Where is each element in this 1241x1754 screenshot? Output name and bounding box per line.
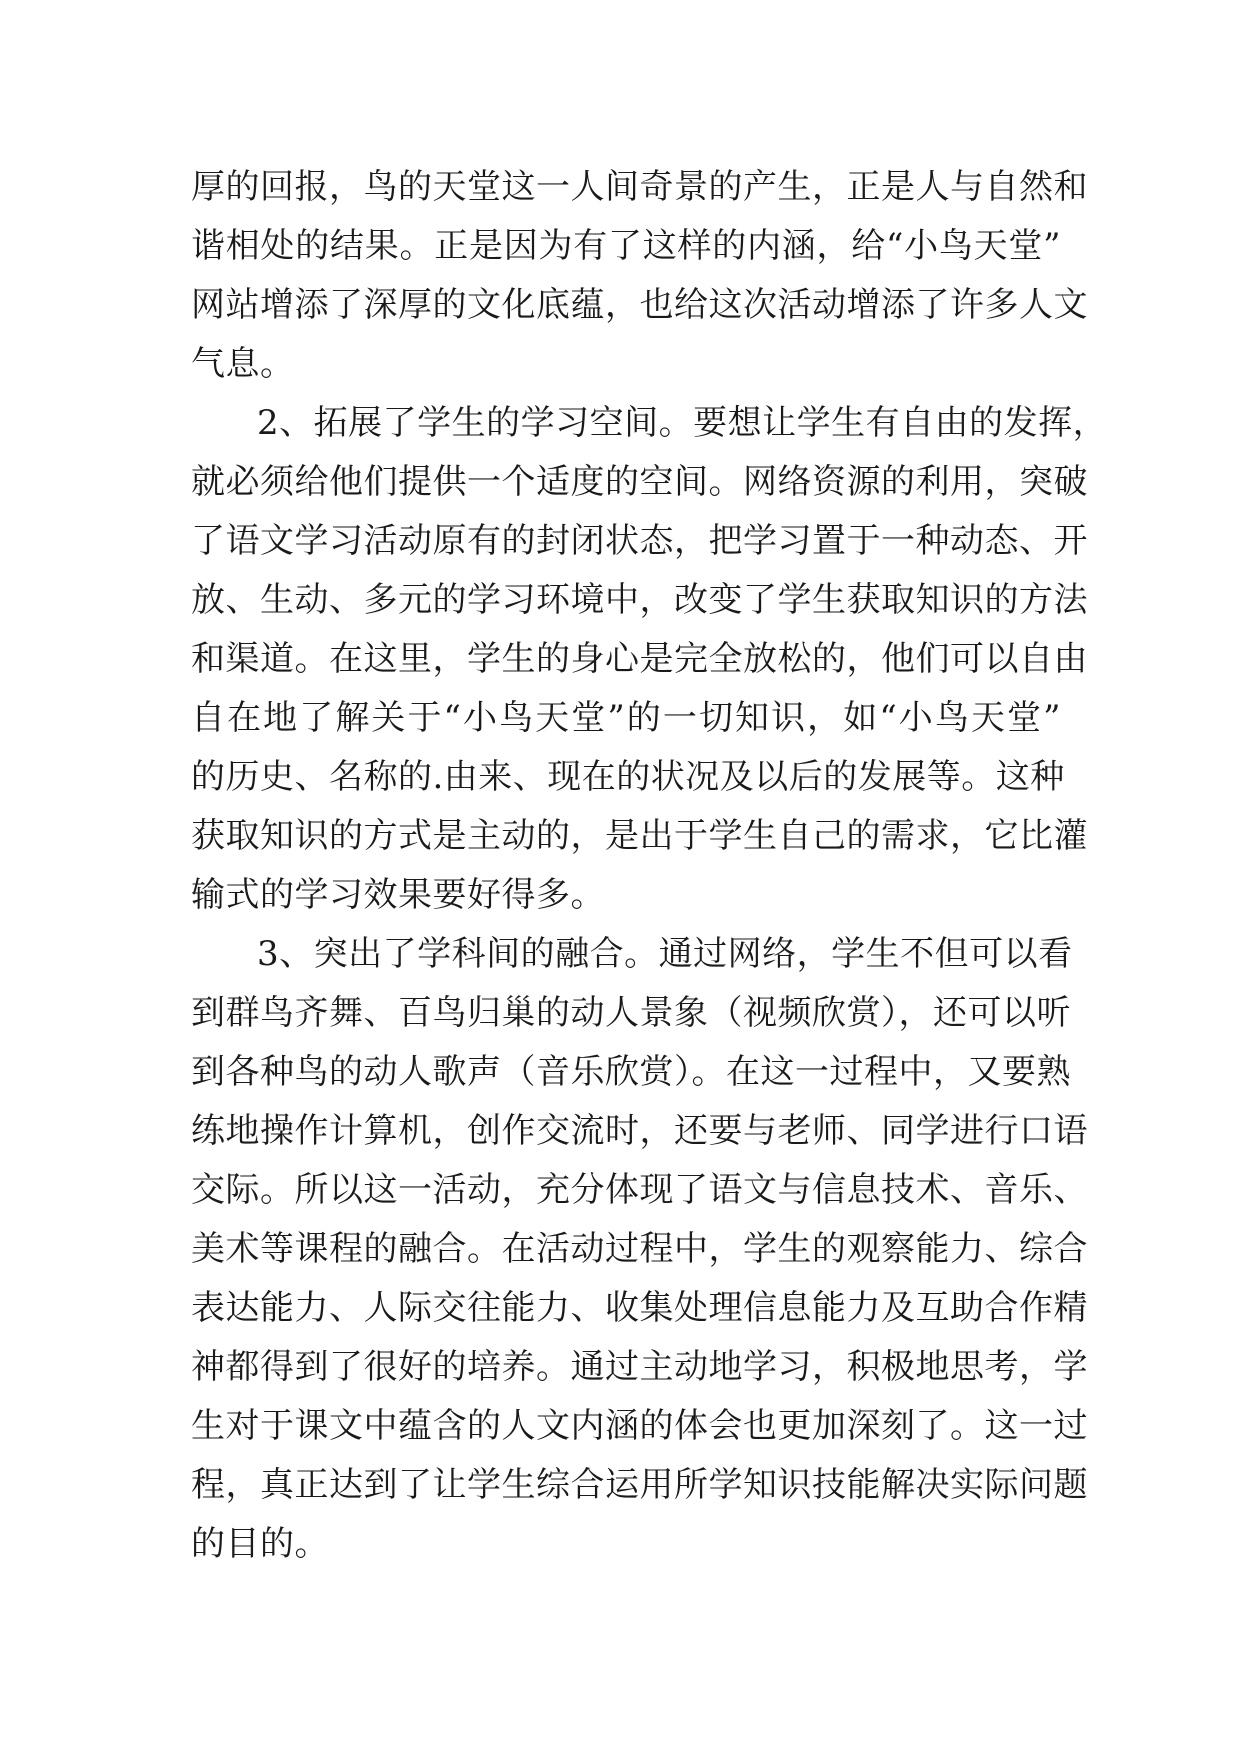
text-line: 气息。	[191, 344, 295, 384]
text-line: 和渠道。在这里，学生的身心是完全放松的，他们可以自由	[191, 639, 1088, 679]
text-line: 就必须给他们提供一个适度的空间。网络资源的利用，突破	[191, 462, 1088, 502]
text-line: 3、突出了学科间的融合。通过网络，学生不但可以看	[257, 934, 1073, 974]
text-line: 表达能力、人际交往能力、收集处理信息能力及互助合作精	[191, 1288, 1088, 1328]
text-line: 神都得到了很好的培养。通过主动地学习，积极地思考，学	[191, 1347, 1088, 1387]
text-line: 网站增添了深厚的文化底蕴，也给这次活动增添了许多人文	[191, 285, 1088, 325]
text-line: 到群鸟齐舞、百鸟归巢的动人景象（视频欣赏），还可以听	[191, 993, 1071, 1033]
body-text	[191, 158, 1108, 1574]
text-line: 美术等课程的融合。在活动过程中，学生的观察能力、综合	[191, 1229, 1088, 1269]
text-line: 获取知识的方式是主动的，是出于学生自己的需求，它比灌	[191, 816, 1088, 856]
text-line: 2、拓展了学生的学习空间。要想让学生有自由的发挥，	[257, 403, 1108, 443]
text-line: 练地操作计算机，创作交流时，还要与老师、同学进行口语	[191, 1111, 1088, 1151]
text-line: 了语文学习活动原有的封闭状态，把学习置于一种动态、开	[191, 521, 1088, 561]
text-line: 程，真正达到了让学生综合运用所学知识技能解决实际问题	[191, 1465, 1088, 1505]
text-line: 自在地了解关于“小鸟天堂”的一切知识，如“小鸟天堂”	[191, 698, 1061, 738]
text-line: 谐相处的结果。正是因为有了这样的内涵，给“小鸟天堂”	[191, 226, 1061, 266]
text-line: 放、生动、多元的学习环境中，改变了学生获取知识的方法	[191, 580, 1088, 620]
text-line: 厚的回报，鸟的天堂这一人间奇景的产生，正是人与自然和	[191, 167, 1088, 207]
text-line: 到各种鸟的动人歌声（音乐欣赏）。在这一过程中，又要熟	[191, 1052, 1071, 1092]
text-line: 的目的。	[191, 1524, 329, 1564]
text-line: 的历史、名称的.由来、现在的状况及以后的发展等。这种	[191, 757, 1065, 797]
text-line: 交际。所以这一活动，充分体现了语文与信息技术、音乐、	[191, 1170, 1088, 1210]
text-line: 输式的学习效果要好得多。	[191, 875, 605, 915]
text-line: 生对于课文中蕴含的人文内涵的体会也更加深刻了。这一过	[191, 1406, 1088, 1446]
